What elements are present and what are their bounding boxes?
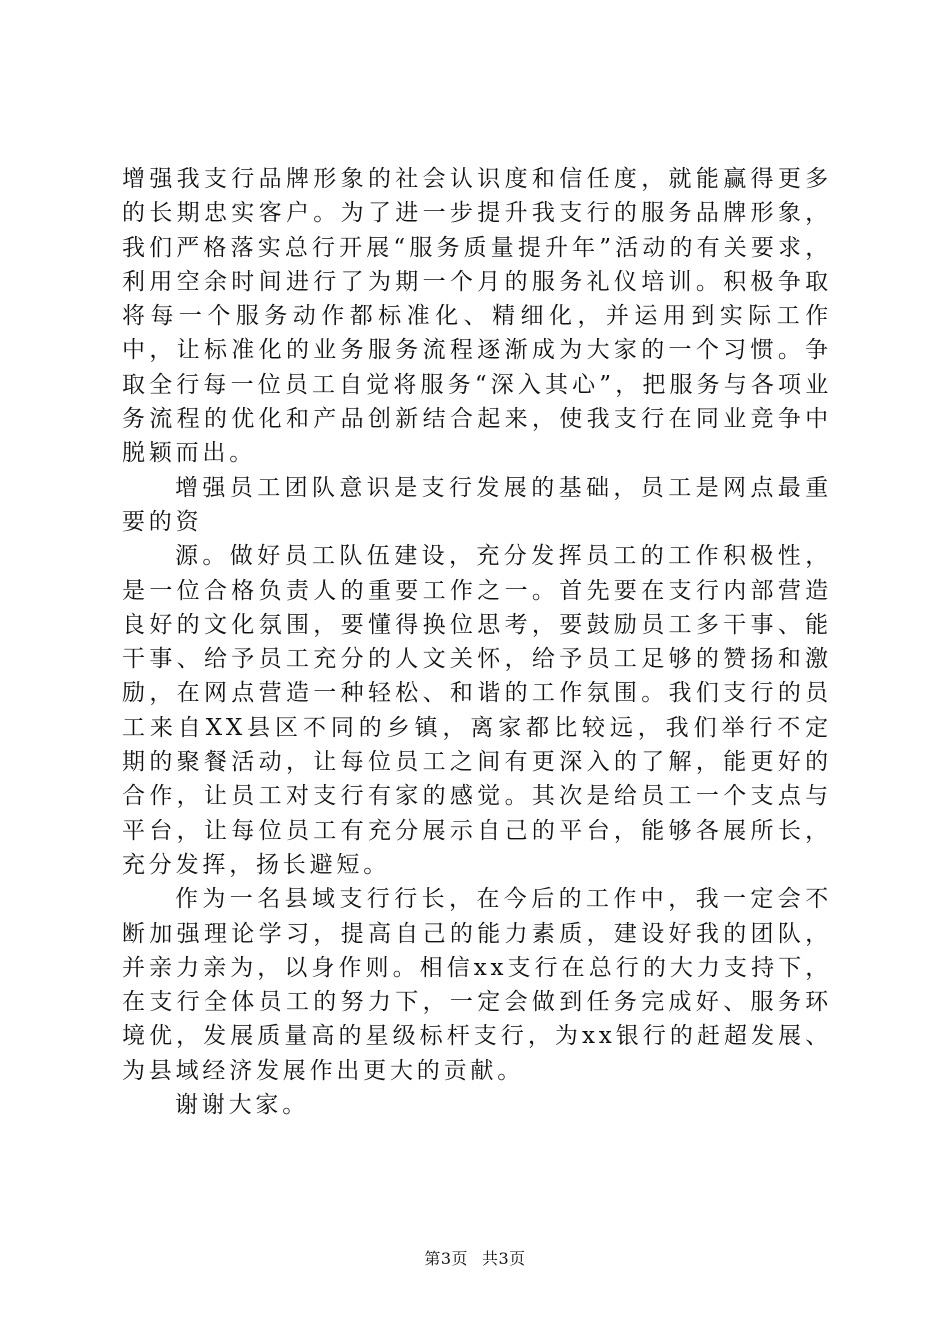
page-number: 第3页	[424, 1249, 468, 1268]
document-body	[122, 162, 832, 1122]
page-footer	[0, 1246, 950, 1269]
paragraph-thanks: 谢谢大家。	[175, 1092, 309, 1119]
paragraph-team-awareness: 增强员工团队意识是支行发展的基础，员工是网点最重要的资	[122, 474, 832, 535]
paragraph-commitment: 作为一名县域支行行长，在今后的工作中，我一定会不断加强理论学习，提高自己的能力素质，建设好我的团队，并亲力亲为，以身作则。相信xx支行在总行的大力支持下，在支行全体员工的努力下，一定会做到任务完成好、服务环境优，发展质量高的星级标杆支行，为xx银行的赶超发展、为县域经济发展作出更大的贡献。	[122, 886, 832, 1084]
paragraph-brand-image: 增强我支行品牌形象的社会认识度和信任度，就能赢得更多的长期忠实客户。为了进一步提升我支行的服务品牌形象，我们严格落实总行开展“服务质量提升年”活动的有关要求，利用空余时间进行了为期一个月的服务礼仪培训。积极争取将每一个服务动作都标准化、精细化，并运用到实际工作中，让标准化的业务服务流程逐渐成为大家的一个习惯。争取全行每一位员工自觉将服务“深入其心”，把服务与各项业务流程的优化和产品创新结合起来，使我支行在同业竞争中脱颖而出。	[122, 166, 832, 467]
paragraph-staff-building: 源。做好员工队伍建设，充分发挥员工的工作积极性，是一位合格负责人的重要工作之一。首先要在支行内部营造良好的文化氛围，要懂得换位思考，要鼓励员工多干事、能干事、给予员工充分的人文关怀，给予员工足够的赞扬和激励，在网点营造一种轻松、和谐的工作氛围。我们支行的员工来自XX县区不同的乡镇，离家都比较远，我们举行不定期的聚餐活动，让每位员工之间有更深入的了解，能更好的合作，让员工对支行有家的感觉。其次是给员工一个支点与平台，让每位员工有充分展示自己的平台，能够各展所长，充分发挥，扬长避短。	[122, 543, 832, 878]
page-total: 共3页	[482, 1249, 526, 1268]
